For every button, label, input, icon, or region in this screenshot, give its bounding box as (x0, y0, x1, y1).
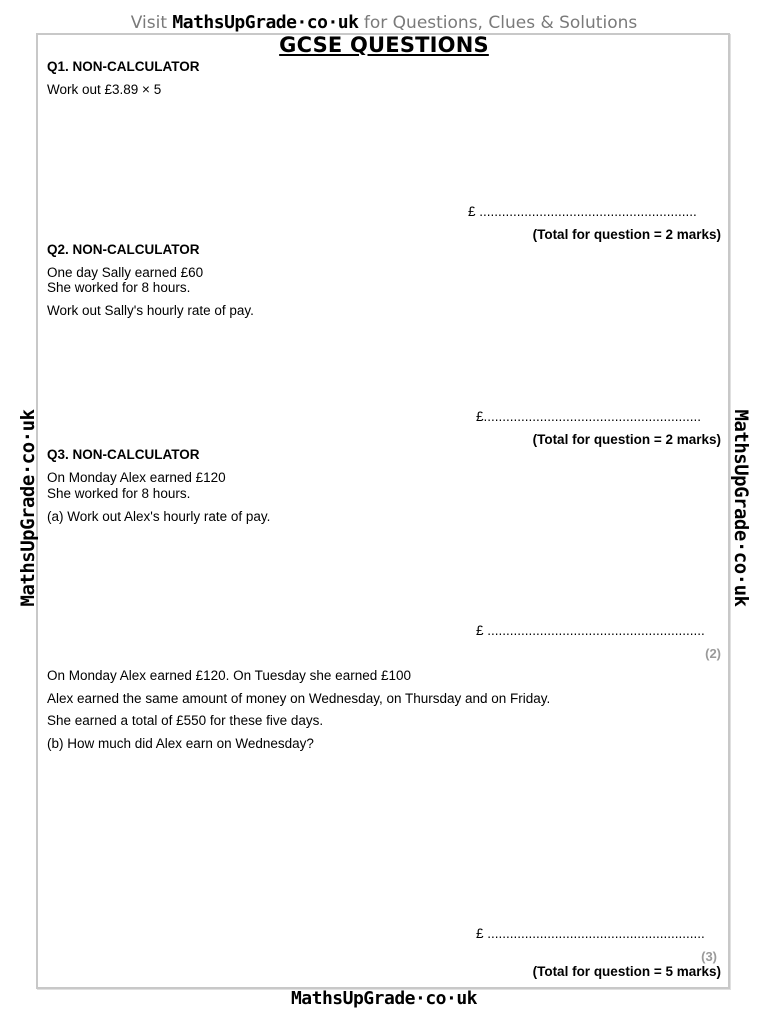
q3-answer-a-line[interactable]: £ .......................................................... (476, 623, 705, 638)
q3-total-marks: (Total for question = 5 marks) (532, 964, 721, 979)
q2-question: Work out Sally's hourly rate of pay. (47, 303, 254, 318)
q2-line-1: One day Sally earned £60 (47, 265, 204, 280)
side-brand-left: MathsUpGrade·co·uk (17, 409, 39, 607)
footer-brand: MathsUpGrade·co·uk (290, 988, 478, 1009)
q2-heading: Q2. NON-CALCULATOR (47, 242, 200, 257)
top-banner (0, 12, 768, 33)
q1-total-marks: (Total for question = 2 marks) (532, 227, 721, 242)
q3-part-b: (b) How much did Alex earn on Wednesday? (47, 736, 314, 751)
q3-marks-b: (3) (701, 949, 717, 964)
q3-line-3: On Monday Alex earned £120. On Tuesday she earned £100 (47, 668, 412, 683)
q3-heading: Q3. NON-CALCULATOR (47, 447, 200, 462)
q3-line-5: She earned a total of £550 for these five days. (47, 713, 324, 728)
q1-answer-line[interactable]: £ .......................................................... (468, 204, 697, 219)
banner-suffix: for Questions, Clues & Solutions (363, 13, 638, 33)
q1-question: Work out £3.89 × 5 (47, 82, 162, 97)
q2-total-marks: (Total for question = 2 marks) (532, 432, 721, 447)
q3-line-2: She worked for 8 hours. (47, 486, 191, 501)
q3-answer-b-line[interactable]: £ .......................................................... (476, 926, 705, 941)
page-title: GCSE QUESTIONS (279, 33, 489, 57)
side-brand-right: MathsUpGrade·co·uk (730, 409, 752, 607)
q1-heading: Q1. NON-CALCULATOR (47, 59, 200, 74)
q3-marks-a: (2) (705, 646, 721, 661)
q3-line-1: On Monday Alex earned £120 (47, 470, 226, 485)
banner-brand-logo[interactable]: MathsUpGrade·co·uk (172, 12, 359, 33)
banner-visit: Visit (130, 13, 167, 33)
q2-line-2: She worked for 8 hours. (47, 280, 191, 295)
q3-part-a: (a) Work out Alex's hourly rate of pay. (47, 509, 271, 524)
q3-line-4: Alex earned the same amount of money on Wednesday, on Thursday and on Friday. (47, 691, 551, 706)
q2-answer-line[interactable]: £.......................................................... (476, 409, 702, 424)
